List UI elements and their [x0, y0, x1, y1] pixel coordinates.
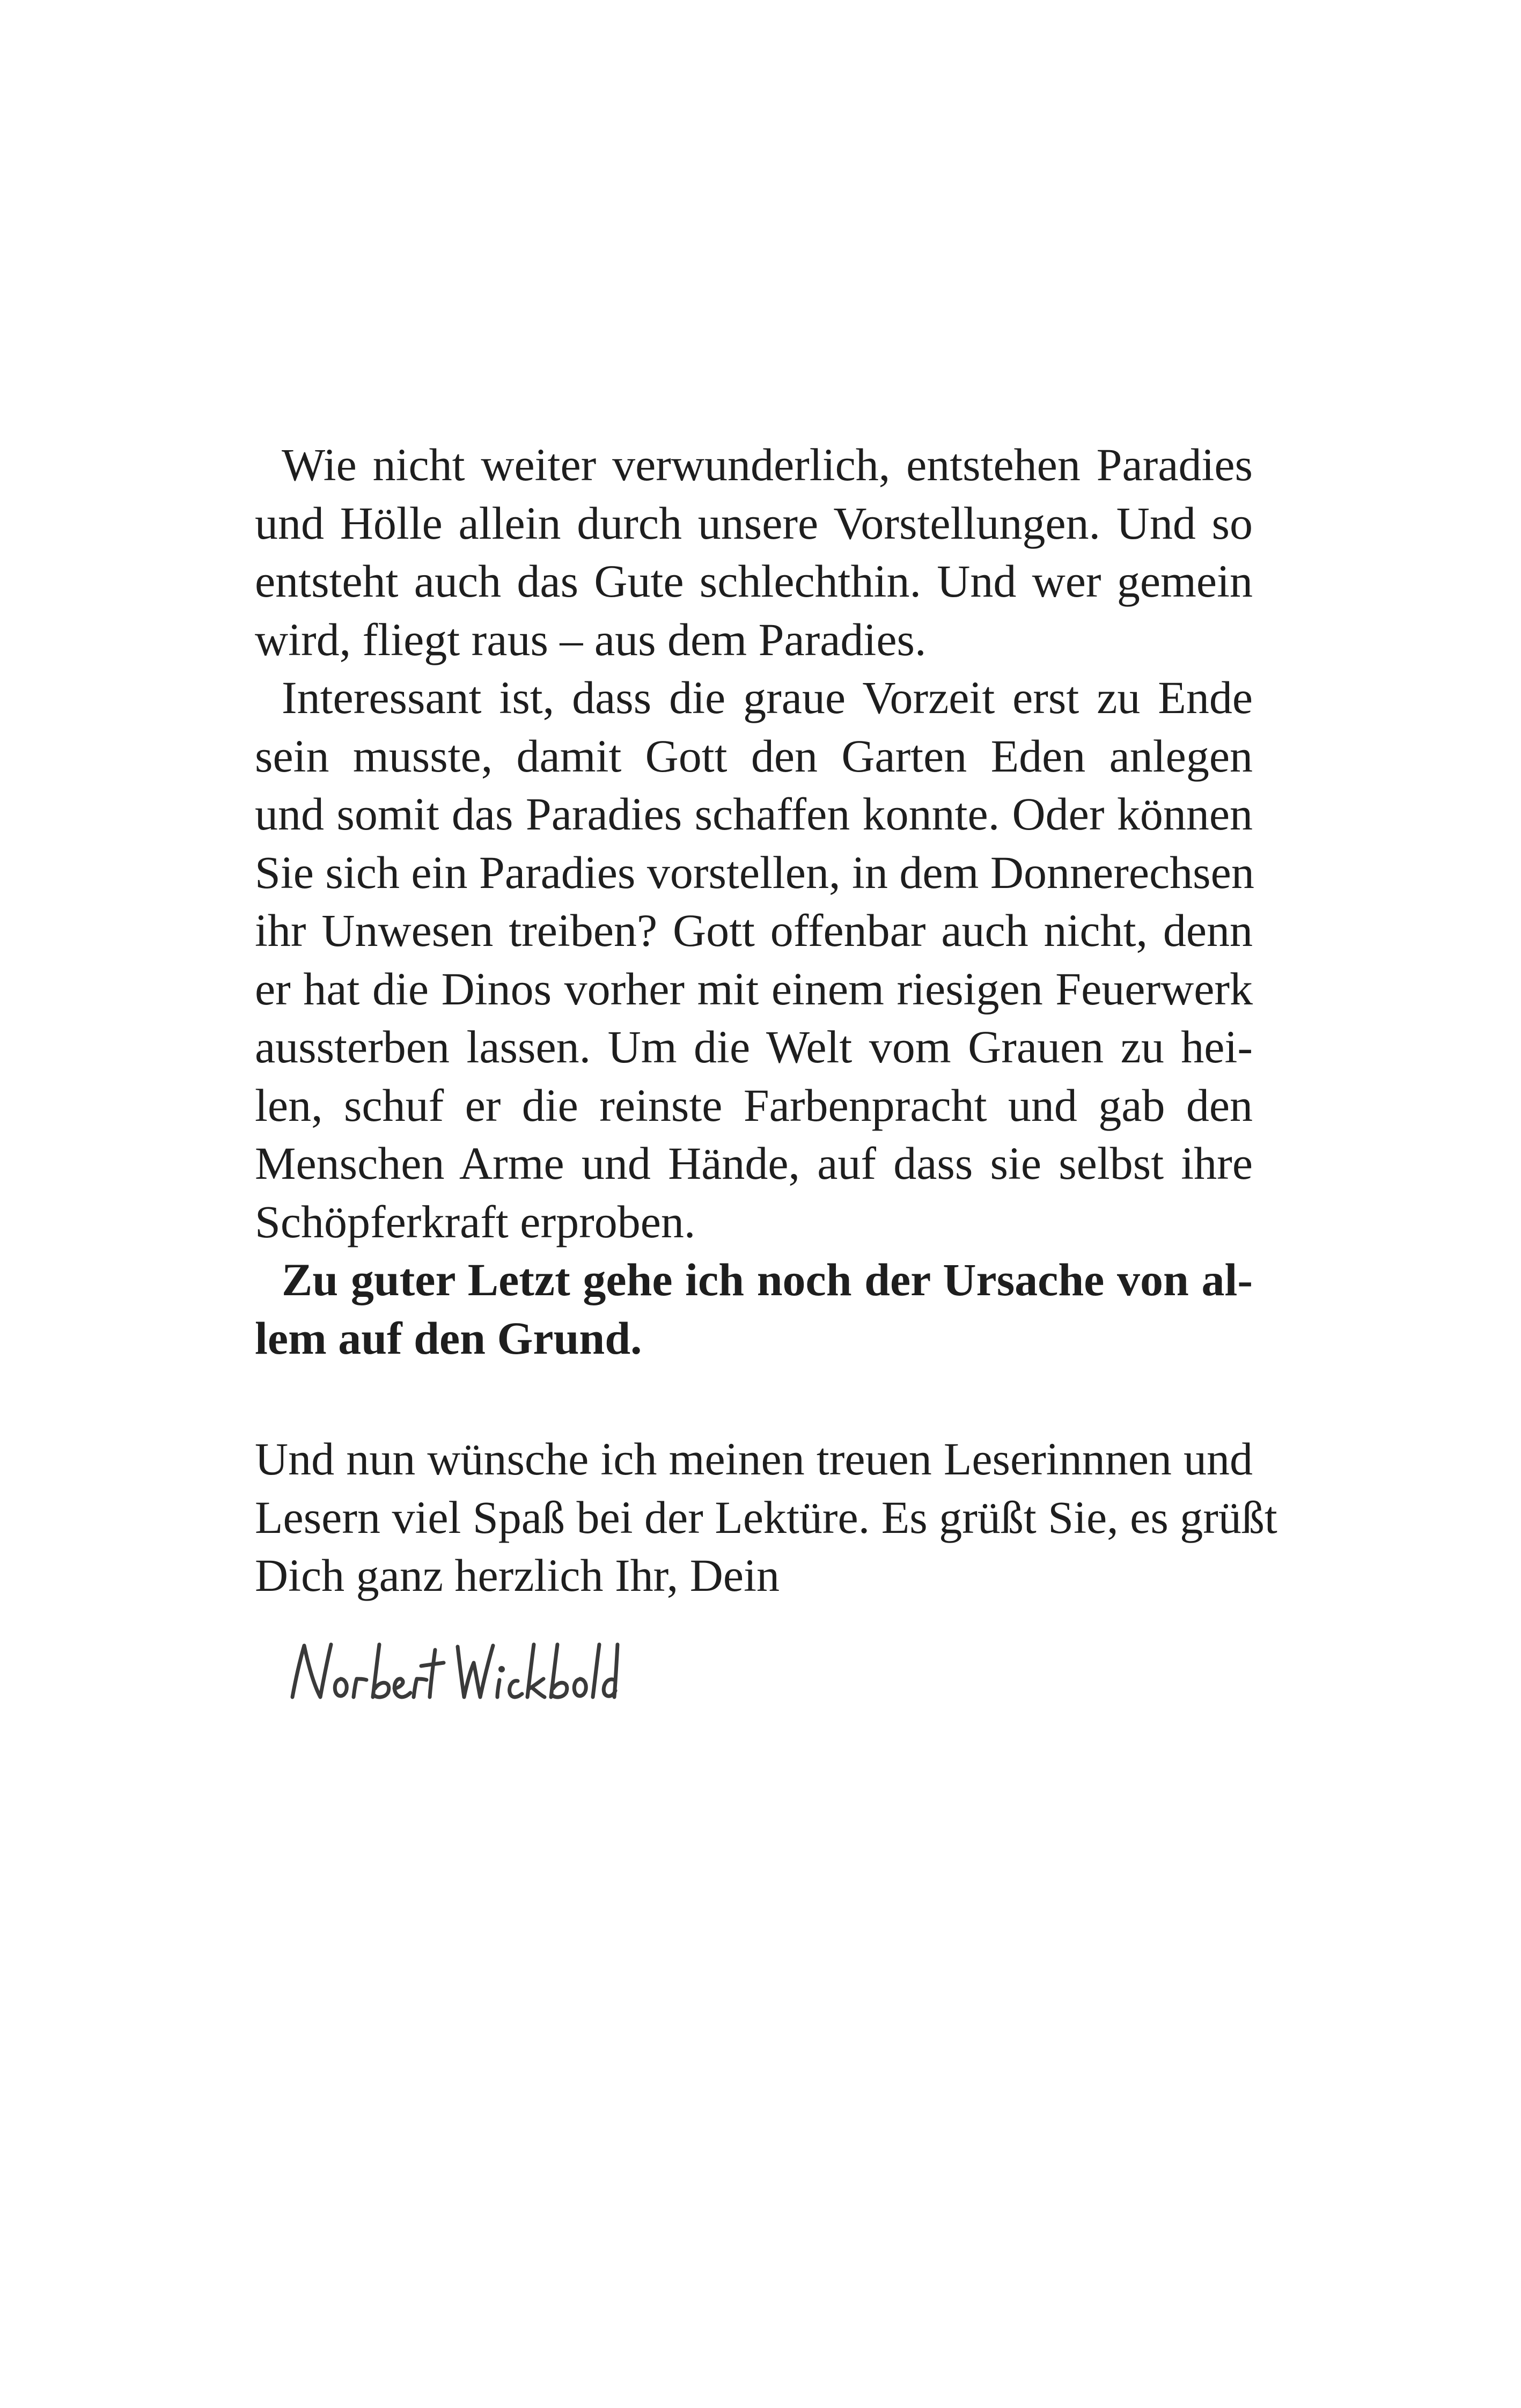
text-line: Menschen Arme und Hände, auf dass sie selbst ihre: [255, 1137, 1253, 1189]
text-line: Dich ganz herzlich Ihr, Dein: [255, 1550, 780, 1601]
text-line: Lesern viel Spaß bei der Lektüre. Es grüßt Sie, es grüßt: [255, 1491, 1277, 1543]
text-line: und somit das Paradies schaffen konnte. Oder können: [255, 788, 1253, 840]
text-line: Sie sich ein Paradies vorstellen, in dem Donnerechsen: [255, 846, 1254, 898]
text-line: entsteht auch das Gute schlechthin. Und wer gemein: [255, 555, 1253, 607]
text-line: wird, fliegt raus – aus dem Paradies.: [255, 613, 927, 665]
text-line: len, schuf er die reinste Farbenpracht und gab den: [255, 1079, 1253, 1131]
text-line: lem auf den Grund.: [255, 1312, 642, 1364]
text-line: ihr Unwesen treiben? Gott offenbar auch nicht, denn: [255, 905, 1253, 956]
paragraph-3: [255, 1251, 1253, 1367]
text-line: Schöpferkraft erproben.: [255, 1195, 696, 1247]
closing-text: [255, 1430, 1277, 1605]
paragraph-1: [255, 436, 1253, 669]
text-line: aussterben lassen. Um die Welt vom Grauen zu hei-: [255, 1021, 1253, 1073]
text-line: Zu guter Letzt gehe ich noch der Ursache von al-: [282, 1254, 1253, 1305]
text-line: und Hölle allein durch unsere Vorstellungen. Und so: [255, 497, 1253, 549]
text-line: Und nun wünsche ich meinen treuen Leserinnnen und: [255, 1433, 1253, 1485]
text-line: er hat die Dinos vorher mit einem riesigen Feuerwerk: [255, 963, 1253, 1015]
paragraph-2: [255, 669, 1253, 1251]
text-line: sein musste, damit Gott den Garten Eden anlegen: [255, 730, 1253, 782]
main-text: [255, 436, 1253, 1367]
signature: [287, 1628, 620, 1714]
signature-strokes: [292, 1645, 618, 1697]
text-line: Interessant ist, dass die graue Vorzeit erst zu Ende: [282, 672, 1253, 723]
text-line: Wie nicht weiter verwunderlich, entstehen Paradies: [282, 439, 1253, 490]
